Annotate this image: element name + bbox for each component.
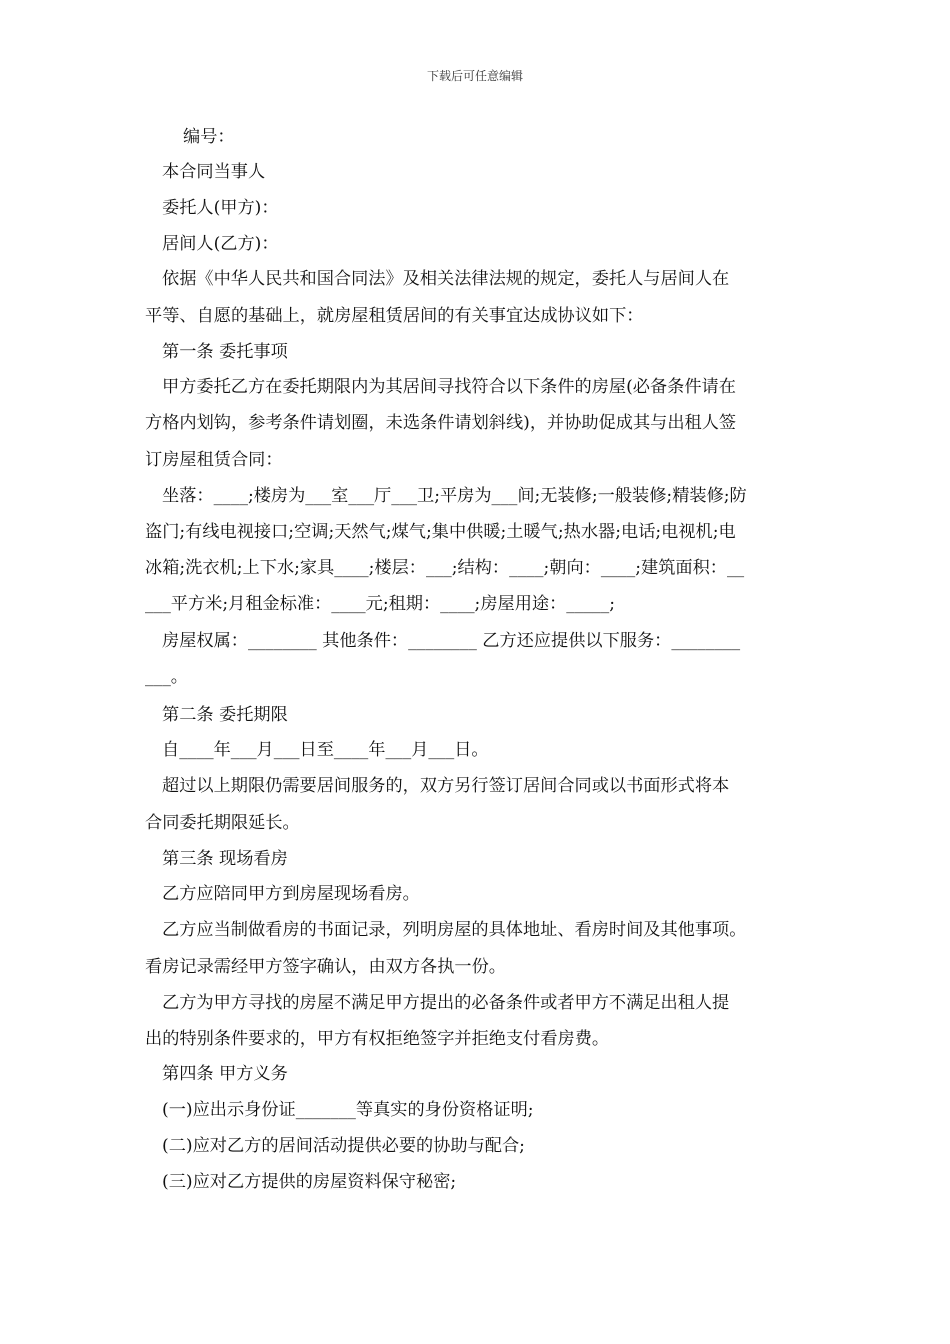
doc-line-party-a: 委托人(甲方)： (162, 198, 279, 218)
doc-line-conditions-1: 坐落：____;楼房为___室___厅___卫;平房为___间;无装修;一般装修;精装修;防 (162, 486, 747, 506)
doc-line-duty-2: (二)应对乙方的居间活动提供必要的协助与配合; (162, 1136, 525, 1156)
doc-line-term-extension-1: 超过以上期限仍需要居间服务的，双方另行签订居间合同或以书面形式将本 (162, 776, 730, 796)
doc-line-article-2-title: 第二条 委托期限 (162, 705, 288, 725)
doc-line-party-b: 居间人(乙方)： (162, 234, 279, 254)
doc-line-viewing-3: 看房记录需经甲方签字确认，由双方各执一份。 (145, 957, 506, 977)
doc-line-conditions-2: 盗门;有线电视接口;空调;天然气;煤气;集中供暖;土暖气;热水器;电话;电视机;电 (145, 522, 736, 542)
doc-line-preamble-2: 平等、自愿的基础上，就房屋租赁居间的有关事宜达成协议如下： (145, 306, 644, 326)
doc-line-parties-heading: 本合同当事人 (162, 162, 266, 182)
doc-line-viewing-5: 出的特别条件要求的，甲方有权拒绝签字并拒绝支付看房费。 (145, 1029, 610, 1049)
doc-line-article-1-title: 第一条 委托事项 (162, 342, 288, 362)
doc-line-term-dates: 自____年___月___日至____年___月___日。 (162, 740, 489, 760)
doc-line-term-extension-2: 合同委托期限延长。 (145, 813, 300, 833)
doc-line-article-1-p2: 方格内划钩，参考条件请划圈，未选条件请划斜线)，并协助促成其与出租人签 (145, 413, 737, 433)
doc-line-duty-1: (一)应出示身份证_______等真实的身份资格证明; (162, 1100, 534, 1120)
doc-line-article-3-title: 第三条 现场看房 (162, 849, 288, 869)
doc-line-ownership-cont: ___。 (145, 667, 188, 687)
doc-line-conditions-4: ___平方米;月租金标准：____元;租期：____;房屋用途：_____; (145, 594, 616, 614)
doc-line-viewing-1: 乙方应陪同甲方到房屋现场看房。 (162, 884, 420, 904)
doc-line-ownership: 房屋权属：________ 其他条件：________ 乙方还应提供以下服务：________ (162, 631, 741, 651)
doc-line-conditions-3: 冰箱;洗衣机;上下水;家具____;楼层：___;结构：____;朝向：____;建筑面积：__ (145, 558, 745, 578)
doc-line-article-1-p1: 甲方委托乙方在委托期限内为其居间寻找符合以下条件的房屋(必备条件请在 (162, 377, 736, 397)
doc-line-article-4-title: 第四条 甲方义务 (162, 1064, 288, 1084)
doc-line-duty-3: (三)应对乙方提供的房屋资料保守秘密; (162, 1172, 457, 1192)
page-header: 下载后可任意编辑 (426, 69, 523, 83)
doc-line-viewing-4: 乙方为甲方寻找的房屋不满足甲方提出的必备条件或者甲方不满足出租人提 (162, 993, 730, 1013)
doc-line-viewing-2: 乙方应当制做看房的书面记录，列明房屋的具体地址、看房时间及其他事项。 (162, 920, 747, 940)
doc-line-number-label: 编号： (183, 127, 235, 147)
doc-line-preamble-1: 依据《中华人民共和国合同法》及相关法律法规的规定，委托人与居间人在 (162, 269, 730, 289)
doc-line-article-1-p3: 订房屋租赁合同： (145, 450, 283, 470)
